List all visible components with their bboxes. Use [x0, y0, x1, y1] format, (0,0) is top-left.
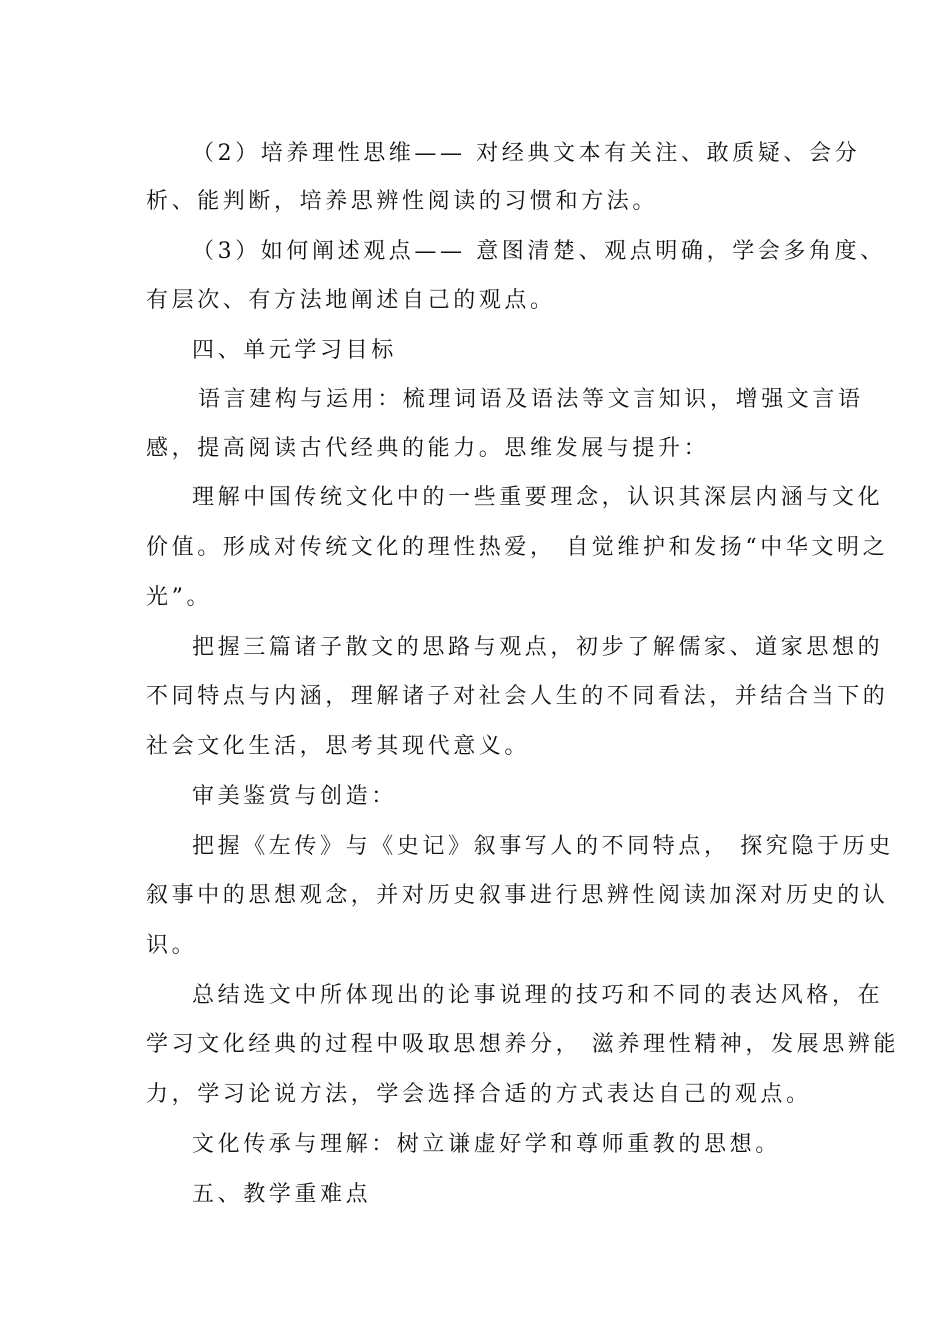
paragraph-line: 理解中国传统文化中的一些重要理念，认识其深层内涵与文化 — [192, 485, 884, 510]
paragraph-line: 社会文化生活，思考其现代意义。 — [146, 734, 531, 759]
section-heading: 四、单元学习目标 — [192, 338, 397, 363]
paragraph-line: 析、能判断，培养思辨性阅读的习惯和方法。 — [146, 189, 659, 214]
section-heading: 五、教学重难点 — [192, 1182, 372, 1207]
subsection-heading: 审美鉴赏与创造： — [192, 784, 397, 809]
paragraph-line: 文化传承与理解：树立谦虚好学和尊师重教的思想。 — [192, 1132, 781, 1157]
paragraph-line: （3）如何阐述观点—— 意图清楚、观点明确，学会多角度、 — [192, 239, 886, 264]
paragraph-line: 力，学习论说方法，学会选择合适的方式表达自己的观点。 — [146, 1082, 812, 1107]
paragraph-line: 把握《左传》与《史记》叙事写人的不同特点， 探究隐于历史 — [192, 834, 894, 859]
paragraph-line: （2）培养理性思维—— 对经典文本有关注、敢质疑、会分 — [192, 141, 861, 166]
paragraph-line: 识。 — [146, 933, 198, 958]
paragraph-line: 学习文化经典的过程中吸取思想养分， 滋养理性精神，发展思辨能 — [146, 1032, 899, 1057]
paragraph-line: 不同特点与内涵，理解诸子对社会人生的不同看法，并结合当下的 — [146, 684, 889, 709]
paragraph-line: 有层次、有方法地阐述自己的观点。 — [146, 288, 556, 313]
paragraph-line: 语言建构与运用：梳理词语及语法等文言知识，增强文言语 — [198, 387, 864, 412]
paragraph-line: 光”。 — [146, 585, 213, 610]
paragraph-line: 感，提高阅读古代经典的能力。思维发展与提升： — [146, 436, 710, 461]
paragraph-line: 总结选文中所体现出的论事说理的技巧和不同的表达风格，在 — [192, 983, 884, 1008]
paragraph-line: 叙事中的思想观念，并对历史叙事进行思辨性阅读加深对历史的认 — [146, 883, 889, 908]
paragraph-line: 把握三篇诸子散文的思路与观点，初步了解儒家、道家思想的 — [192, 635, 884, 660]
paragraph-line: 价值。形成对传统文化的理性热爱， 自觉维护和发扬“中华文明之 — [146, 535, 889, 560]
